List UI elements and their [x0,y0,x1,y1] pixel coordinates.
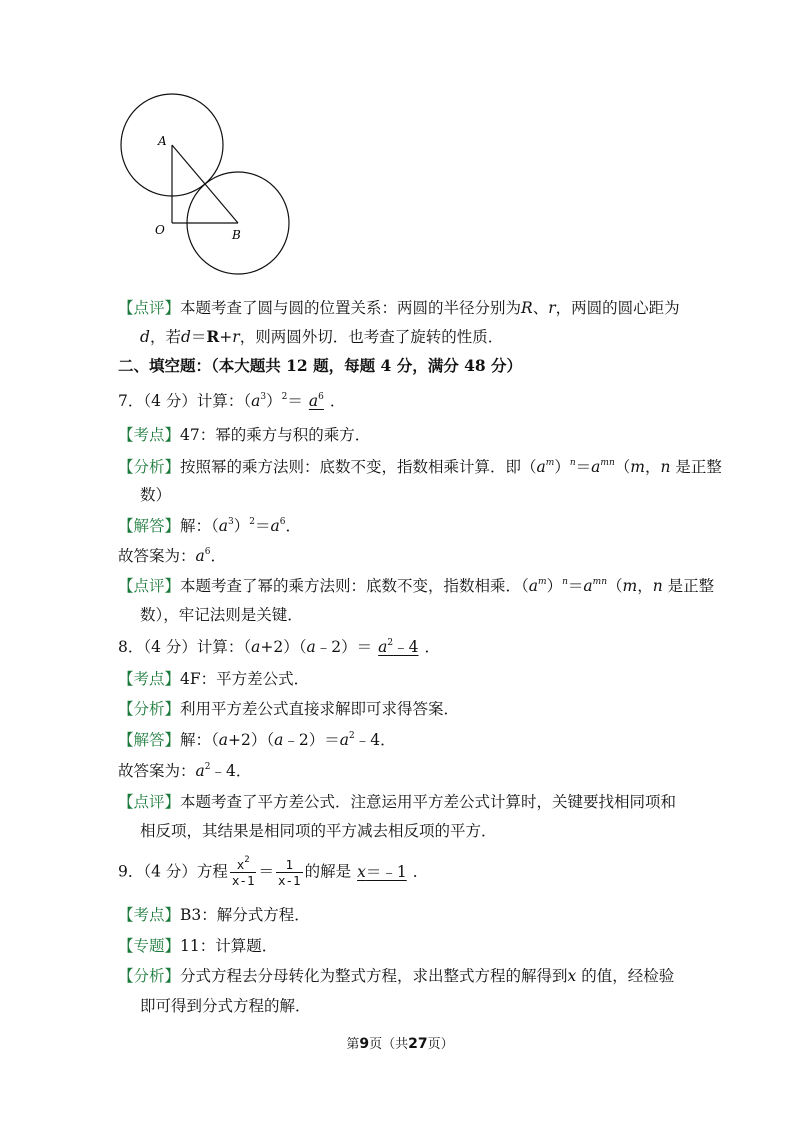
q7-fenxi-line2: 数） [140,486,172,504]
q8-answer: $a^2﹣4$ [378,638,419,656]
segment-ab [172,145,238,223]
q9-fraction-left: $\frac{x^2}{x-1}$ [231,855,255,888]
section-title: 二、填空题：（本大题共 12 题，每题 4 分，满分 48 分） [118,356,523,375]
total-pages: 27 [408,1036,428,1052]
q9-answer: x＝﹣1 [357,862,407,881]
q7-dianping-line1: 【点评】本题考查了幂的乘方法则：底数不变，指数相乘．$(a^m)^n=a^{mn}(m$，n 是正整 [118,577,715,595]
label-b: B [232,228,241,242]
q8-jieda: 【解答】解：$(a+2)(a﹣2)=a^2﹣4$． [118,731,396,749]
q9-kaodian: 【考点】B3：解分式方程． [118,906,310,924]
label-o: O [155,223,165,237]
q9-fenxi-line2: 即可得到分式方程的解． [140,997,311,1015]
label-a: A [158,134,167,148]
q8-kaodian: 【考点】4F：平方差公式． [118,670,310,688]
review1-line1: 【点评】本题考查了圆与圆的位置关系：两圆的半径分别为R、r，两圆的圆心距为 [118,299,680,317]
review1-line2: d，若d＝R+r，则两圆外切．也考查了旋转的性质． [140,327,504,346]
q8-fenxi: 【分析】利用平方差公式直接求解即可求得答案． [118,700,460,718]
q8-dianping-line1: 【点评】本题考查了平方差公式．注意运用平方差公式计算时，关键要找相同项和 [118,793,677,811]
q9-zhuanti: 【专题】11：计算题． [118,937,278,955]
q7-fenxi-line1: 【分析】按照幂的乘方法则：底数不变，指数相乘计算．即$(a^m)^n=a^{mn}(m$，n 是正整 [118,458,722,476]
q7-stem: 7．（4 分）计算：$(a^3)^2= a^6$ ． [118,392,346,410]
page-number: 9 [359,1036,370,1052]
q7-answer: $a^6$ [308,392,324,410]
q9-stem: 9．（4 分）方程 $\frac{x^2}{x-1}$ ＝ $\frac{1}{x-1}$ 的解是 x＝﹣1 ． [118,855,429,888]
review-tag: 【点评】 [118,299,181,317]
q8-answer-line: 故答案为：$a^2﹣4$． [118,762,252,780]
q8-stem: 8．（4 分）计算：（a+2）（a﹣2）＝ $a^2﹣4$ ． [118,638,441,656]
q9-fenxi-line1: 【分析】分式方程去分母转化为整式方程，求出整式方程的解得到x 的值，经检验 [118,967,675,985]
q7-dianping-line2: 数），牢记法则是关键． [140,606,303,624]
q9-fraction-right: $\frac{1}{x-1}$ [278,857,301,888]
circles-figure [112,88,292,278]
q7-kaodian: 【考点】47：幂的乘方与积的乘方． [118,426,371,444]
q7-jieda: 【解答】解：$(a^3)^2=a^6$． [118,517,302,535]
q8-dianping-line2: 相反项，其结果是相同项的平方减去相反项的平方． [140,822,497,840]
page-footer: 第9页（共27页） [346,1036,454,1052]
q7-answer-line: 故答案为：$a^6$． [118,547,227,565]
